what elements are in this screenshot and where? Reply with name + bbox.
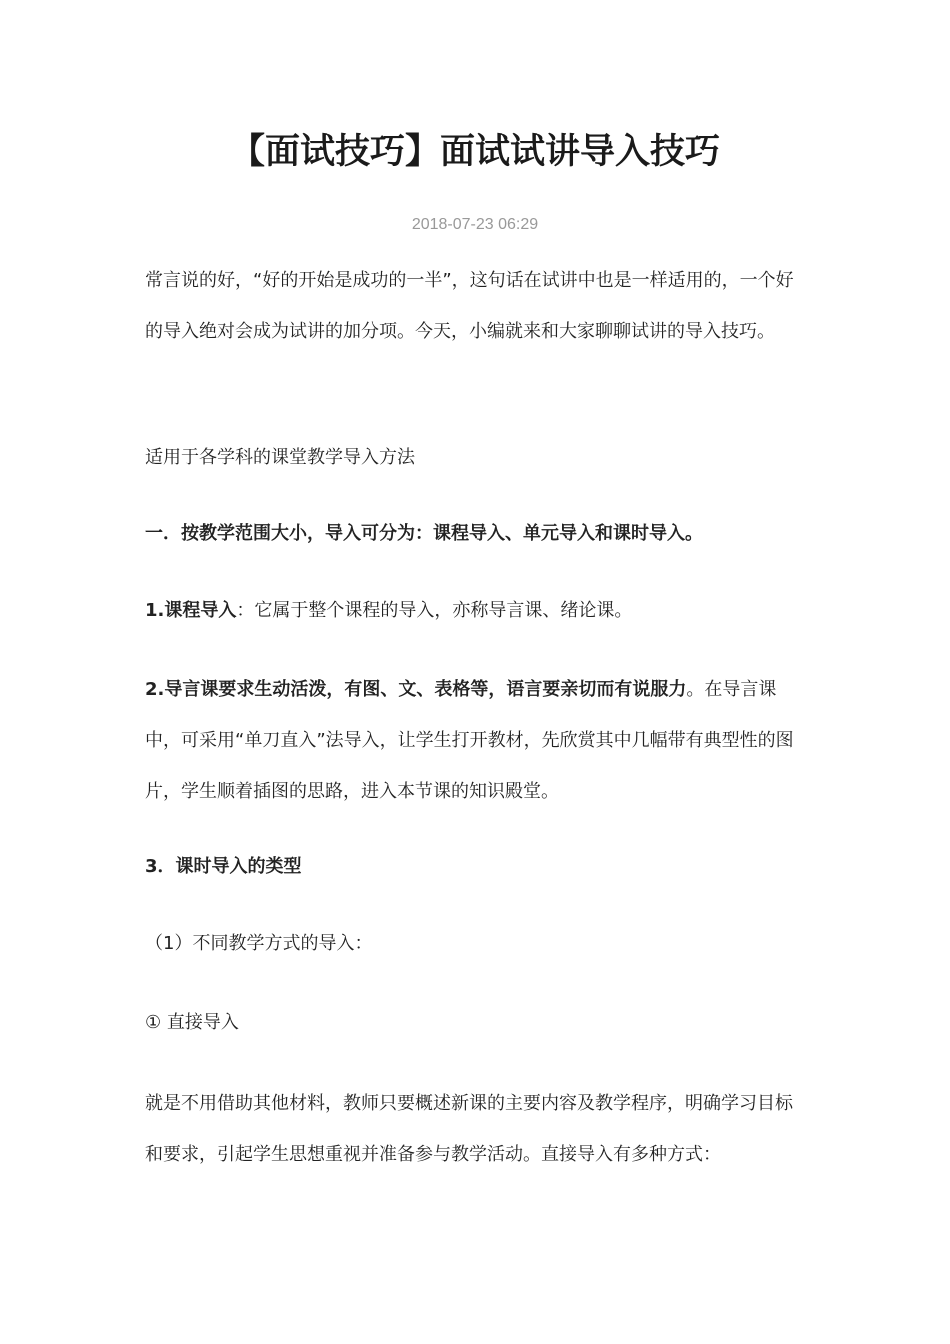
- subtitle-paragraph: 适用于各学科的课堂教学导入方法: [145, 447, 415, 468]
- sub-1a-paragraph: 就是不用借助其他材料，教师只要概述新课的主要内容及教学程序，明确学习目标和要求，引起学生思想重视并准备参与教学活动。直接导入有多种方式：: [145, 1093, 793, 1165]
- item-2-paragraph: [145, 664, 805, 817]
- item-2-label: 2.导言课要求生动活泼，有图、文、表格等，语言要亲切而有说服力: [145, 679, 687, 700]
- item-2-text: 。在导言课中，可采用“单刀直入”法导入，让学生打开教材，先欣赏其中几幅带有典型性的图片，学生顺着插图的思路，进入本节课的知识殿堂。: [145, 679, 794, 802]
- sub-heading-1a: ① 直接导入: [145, 1012, 239, 1033]
- article-title: 【面试技巧】面试试讲导入技巧: [229, 132, 720, 172]
- item-1-label: 1.课程导入: [145, 600, 237, 621]
- sub-heading-1: （1）不同教学方式的导入：: [145, 933, 373, 954]
- article-timestamp: 2018-07-23 06:29: [411, 216, 539, 233]
- section-heading-1: 一．按教学范围大小，导入可分为：课程导入、单元导入和课时导入。: [145, 523, 703, 544]
- item-3-heading: 3．课时导入的类型: [145, 856, 302, 877]
- intro-paragraph: 常言说的好，“好的开始是成功的一半”，这句话在试讲中也是一样适用的，一个好的导入绝对会成为试讲的加分项。今天，小编就来和大家聊聊试讲的导入技巧。: [145, 270, 794, 342]
- item-1-text: ：它属于整个课程的导入，亦称导言课、绪论课。: [236, 600, 633, 621]
- item-1-paragraph: [145, 585, 805, 636]
